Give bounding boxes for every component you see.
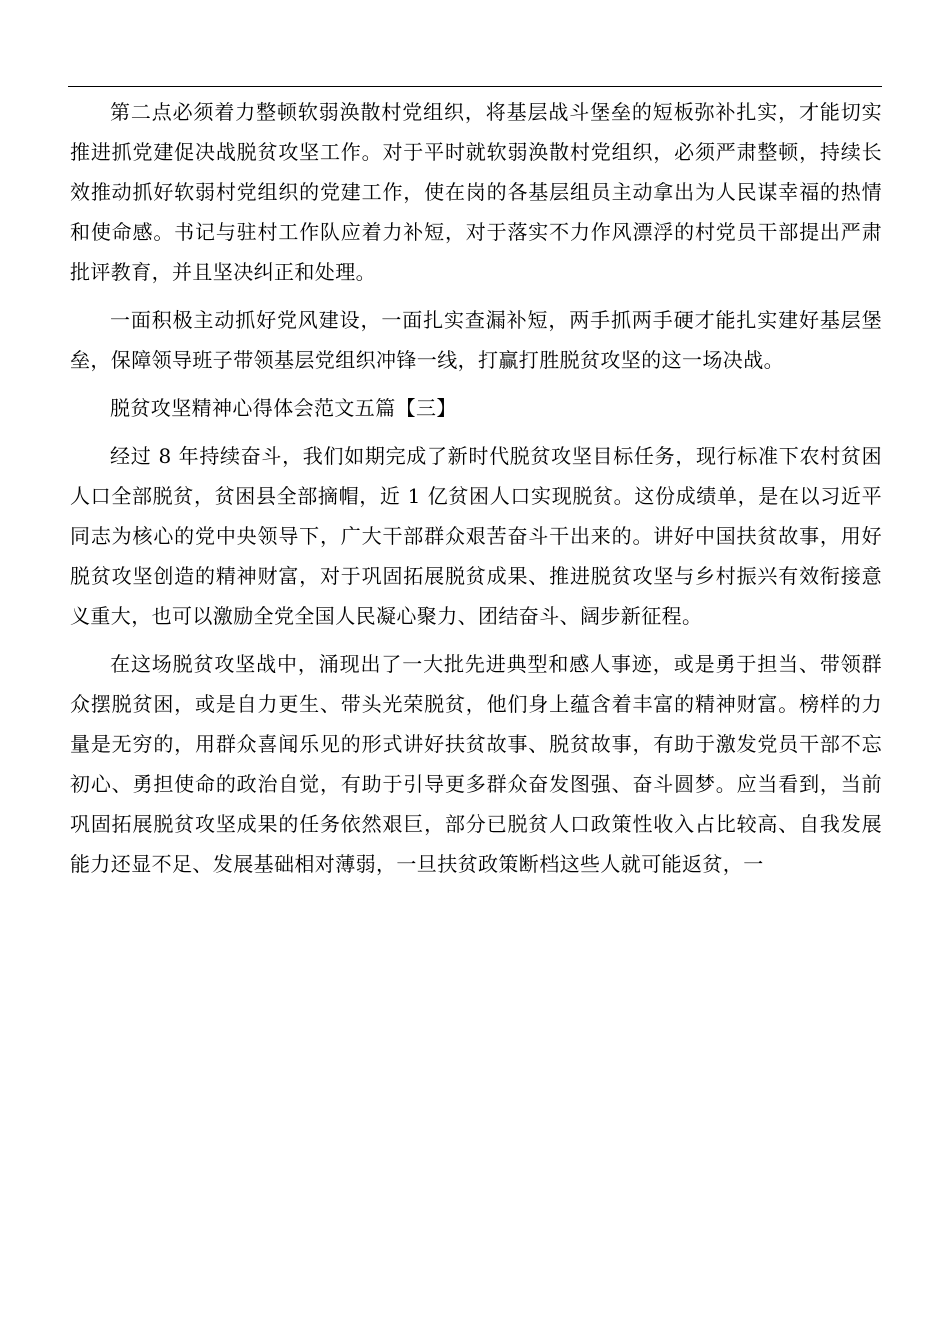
section-heading: 脱贫攻坚精神心得体会范文五篇【三】 [110,396,457,420]
paragraph-4: 在这场脱贫攻坚战中，涌现出了一大批先进典型和感人事迹，或是勇于担当、带领群众摆脱贫困，或是自力更生、带头光荣脱贫，他们身上蕴含着丰富的精神财富。榜样的力量是无穷的，用群众喜闻乐见的形式讲好扶贫故事、脱贫故事，有助于激发党员干部不忘初心、勇担使命的政治自觉，有助于引导更多群众奋发图强、奋斗圆梦。应当看到，当前巩固拓展脱贫攻坚成果的任务依然艰巨，部分已脱贫人口政策性收入占比较高、自我发展能力还显不足、发展基础相对薄弱，一旦扶贫政策断档这些人就可能返贫，一 [70,652,882,876]
header-rule [68,86,882,87]
paragraph-gap [70,428,882,436]
paragraph-gap [70,292,882,300]
paragraph-3: 经过 8 年持续奋斗，我们如期完成了新时代脱贫攻坚目标任务，现行标准下农村贫困人口全部脱贫，贫困县全部摘帽，近 1 亿贫困人口实现脱贫。这份成绩单，是在以习近平同志为核心的党中央领导下，广大干部群众艰苦奋斗干出来的。讲好中国扶贫故事，用好脱贫攻坚创造的精神财富，对于巩固拓展脱贫成果、推进脱贫攻坚与乡村振兴有效衔接意义重大，也可以激励全党全国人民凝心聚力、团结奋斗、阔步新征程。 [70,444,882,628]
paragraph-1: 第二点必须着力整顿软弱涣散村党组织，将基层战斗堡垒的短板弥补扎实，才能切实推进抓党建促决战脱贫攻坚工作。对于平时就软弱涣散村党组织，必须严肃整顿，持续长效推动抓好软弱村党组织的党建工作，使在岗的各基层组员主动拿出为人民谋幸福的热情和使命感。书记与驻村工作队应着力补短，对于落实不力作风漂浮的村党员干部提出严肃批评教育，并且坚决纠正和处理。 [70,100,882,284]
paragraph-gap [70,380,882,388]
document-body [70,92,882,884]
paragraph-gap [70,636,882,644]
paragraph-2: 一面积极主动抓好党风建设，一面扎实查漏补短，两手抓两手硬才能扎实建好基层堡垒，保障领导班子带领基层党组织冲锋一线，打赢打胜脱贫攻坚的这一场决战。 [70,308,882,372]
